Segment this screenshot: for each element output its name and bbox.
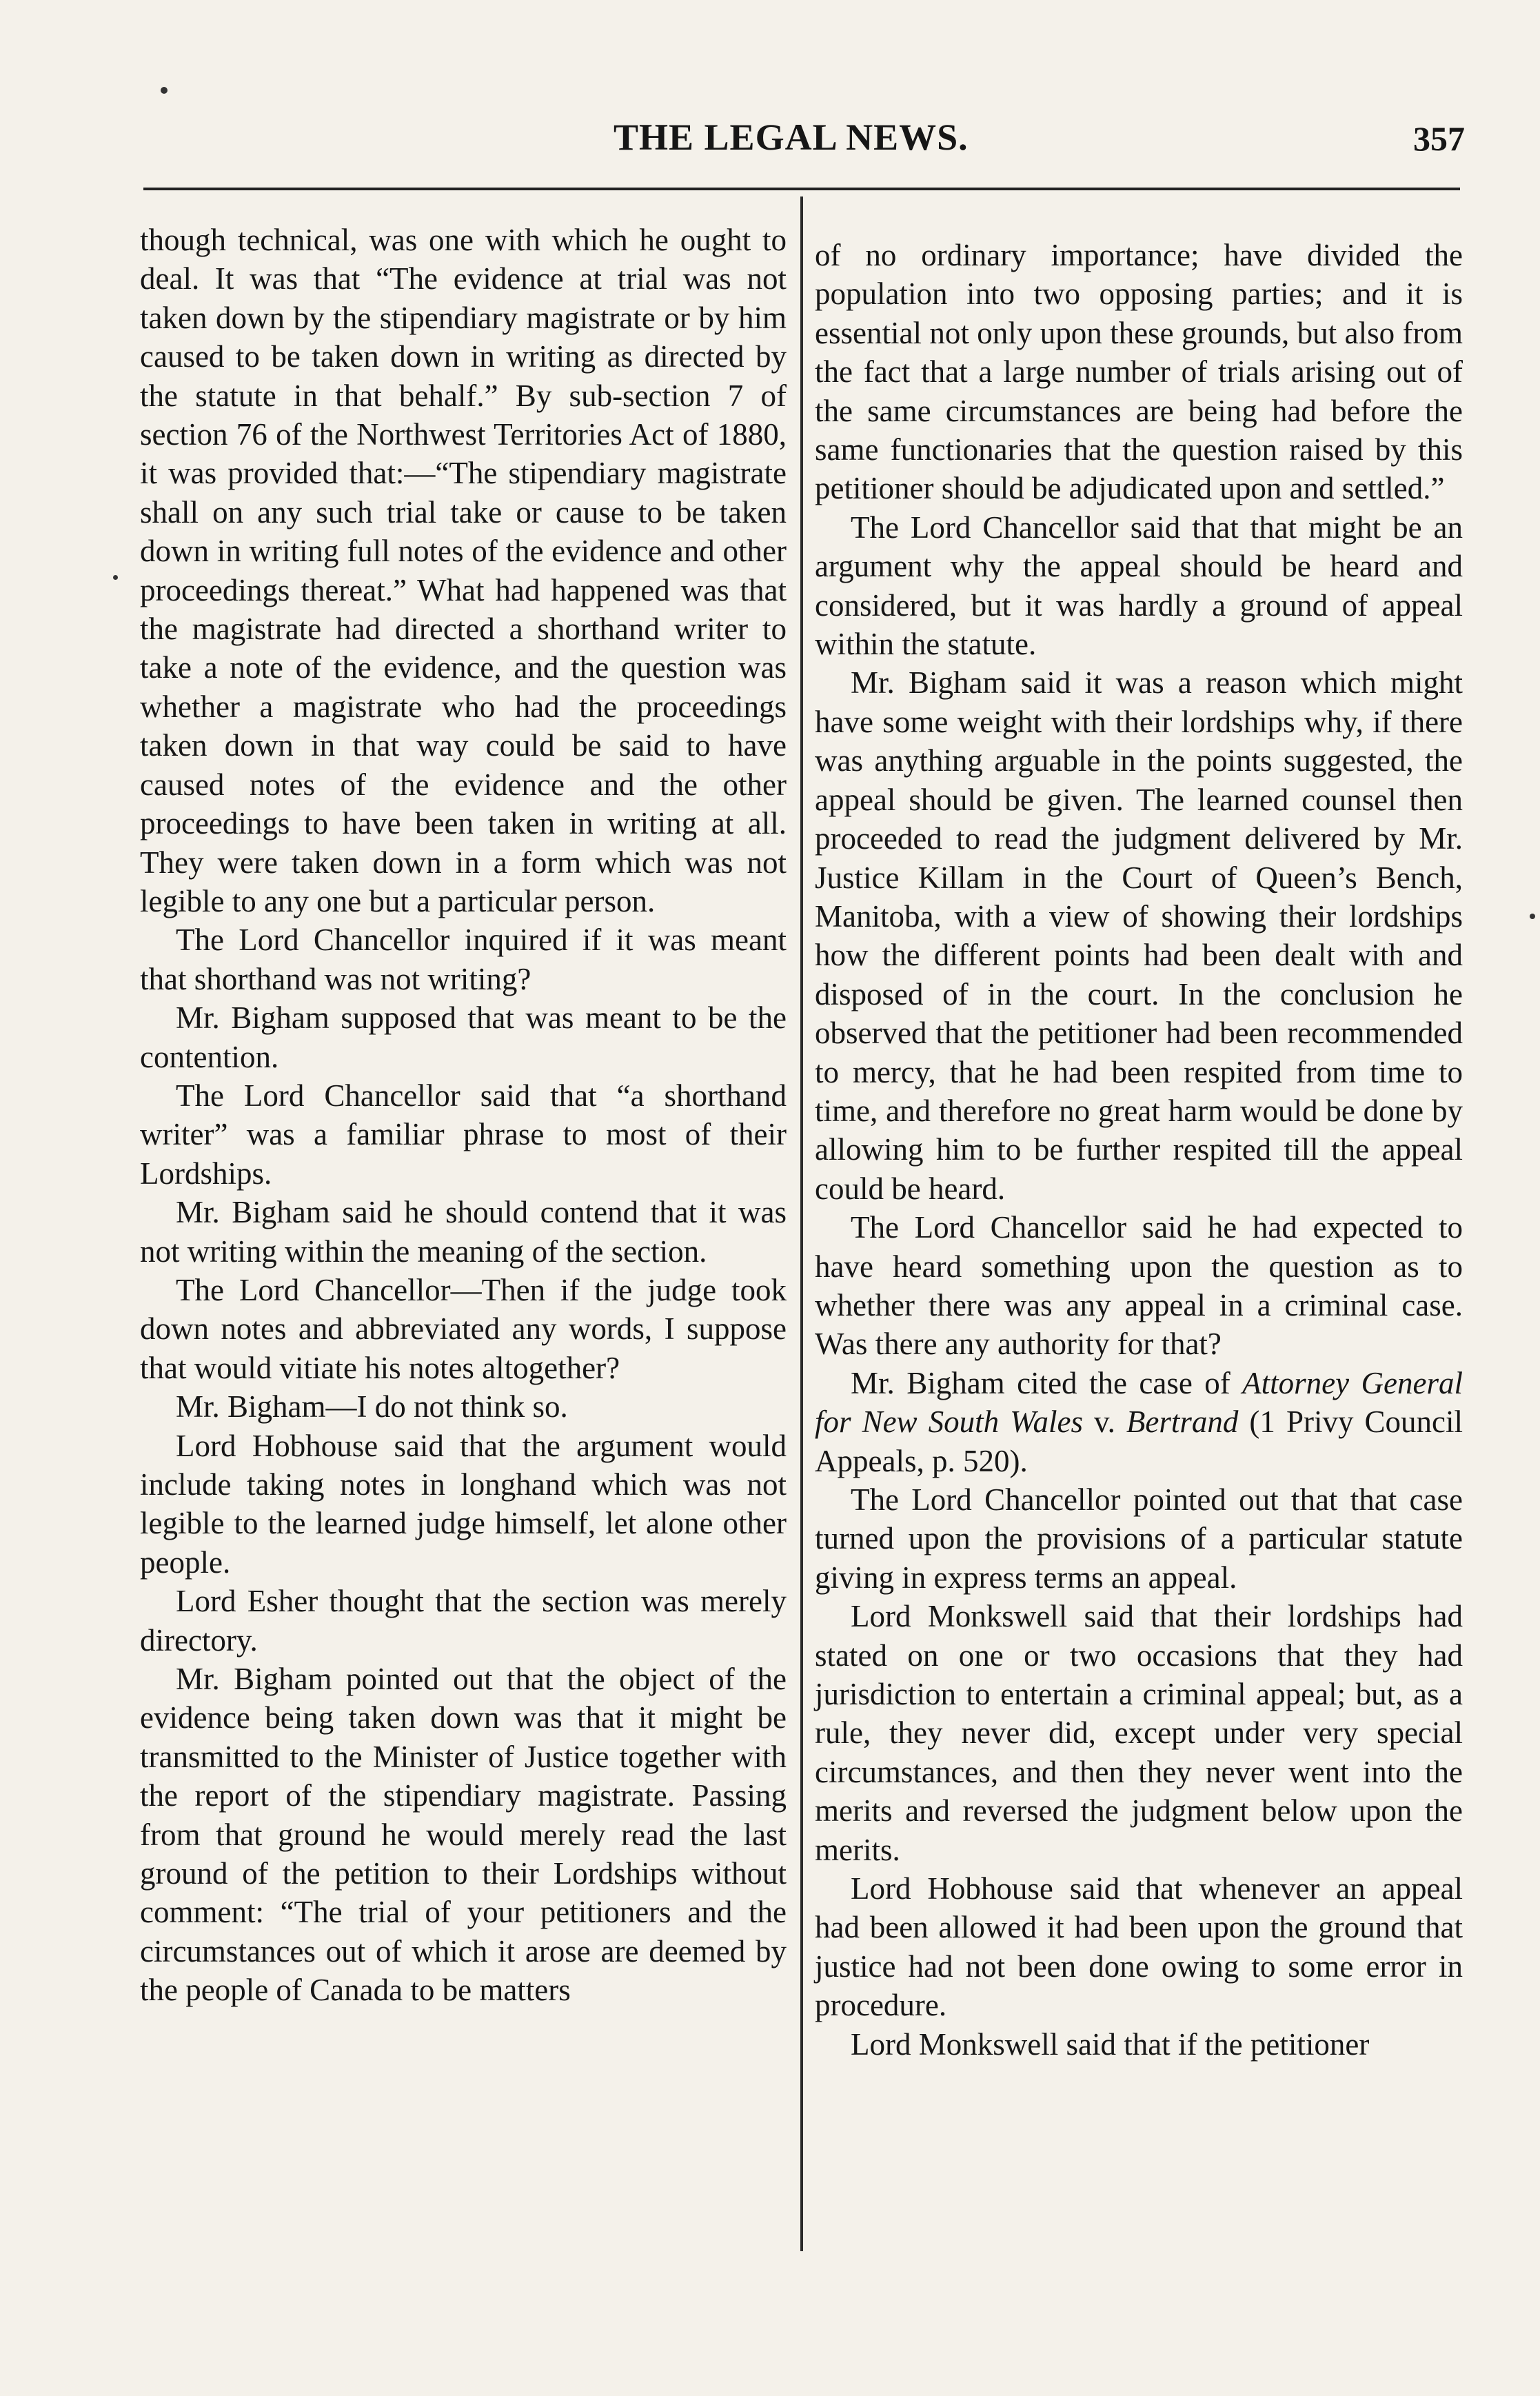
right-column: [815, 236, 1463, 2064]
column-divider: [800, 197, 803, 2251]
header-rule: [143, 188, 1460, 190]
paragraph: though technical, was one with which he ought to deal. It was that “The evidence at trial was not taken down by the stipendiary magistrate or by him caused to be taken down in writing as directed by the statute in that behalf.” By sub-section 7 of section 76 of the Northwest Territories Act of 1880, it was provided that:—“The stipendiary magistrate shall on any such trial take or cause to be taken down in writing full notes of the evidence and other proceedings thereat.” What had happened was that the magistrate had directed a shorthand writer to take a note of the evidence, and the question was whether a magistrate who had the proceedings taken down in that way could be said to have caused notes of the evidence and the other proceedings to have been taken in writing at all. They were taken down in a form which was not legible to any one but a particular person.: [140, 223, 787, 918]
paragraph: Mr. Bigham pointed out that the object of the evidence being taken down was that it might be transmitted to the Minister of Justice together with the report of the stipendiary magistrate. Passing from that ground he would merely read the last ground of the petition to their Lordships without comment: “The trial of your petitioners and the circumstances out of which it arose are deemed by the people of Canada to be matters: [140, 1662, 787, 2008]
citation-lead: Mr. Bigham cited the case of: [851, 1365, 1243, 1400]
paragraph: The Lord Chancellor pointed out that that case turned upon the provisions of a particular statute giving in express terms an appeal.: [815, 1482, 1463, 1595]
running-title: THE LEGAL NEWS.: [614, 117, 969, 158]
paragraph: of no ordinary importance; have divided the population into two opposing parties; and it is essential not only upon these grounds, but also from the fact that a large number of trials arising out of the same circumstances are being had before the same functionaries that the question raised by this petitioner should be adjudicated upon and settled.”: [815, 238, 1463, 506]
paragraph: The Lord Chancellor said he had expected to have heard something upon the question as to whether there was any appeal in a criminal case. Was there any authority for that?: [815, 1210, 1463, 1362]
page-header: [138, 116, 1465, 185]
ink-speck: [113, 575, 118, 580]
paragraph: The Lord Chancellor said that that might be an argument why the appeal should be heard and considered, but it was hardly a ground of appeal within the statute.: [815, 510, 1463, 662]
paragraph: Mr. Bigham—I do not think so.: [176, 1389, 568, 1424]
citation-reference: (1 Privy Council Appeals, p. 520).: [815, 1405, 1463, 1478]
paragraph: Mr. Bigham supposed that was meant to be the contention.: [140, 1000, 787, 1074]
paragraph-case-citation: [815, 1364, 1463, 1480]
paragraph: Mr. Bigham said he should contend that it was not writing within the meaning of the section.: [140, 1195, 787, 1269]
paragraph: Lord Hobhouse said that whenever an appeal had been allowed it had been upon the ground that justice had not been done owing to some error in procedure.: [815, 1871, 1463, 2023]
citation-versus: v.: [1082, 1405, 1126, 1440]
page-number: 357: [1413, 119, 1465, 158]
paragraph: Lord Monkswell said that if the petitioner: [851, 2026, 1370, 2062]
case-name-a: Attorney General for New South Wales: [815, 1365, 1463, 1440]
case-name-b: Bertrand: [1126, 1405, 1239, 1440]
paragraph: The Lord Chancellor said that “a shorthand writer” was a familiar phrase to most of their Lordships.: [140, 1078, 787, 1191]
left-column: [140, 221, 787, 2010]
paragraph: Lord Esher thought that the section was merely directory.: [140, 1584, 787, 1658]
paragraph: Mr. Bigham said it was a reason which might have some weight with their lordships why, if there was anything arguable in the points suggested, the appeal should be given. The learned counsel then proceeded to read the judgment delivered by Mr. Justice Killam in the Court of Queen’s Bench, Manitoba, with a view of showing their lordships how the different points had been dealt with and disposed of in the court. In the conclusion he observed that the petitioner had been recommended to mercy, that he had been respited from time to time, and therefore no great harm would be done by allowing him to be further respited till the appeal could be heard.: [815, 665, 1463, 1206]
paragraph: Lord Monkswell said that their lordships had stated on one or two occasions that they had jurisdiction to entertain a criminal appeal; but, as a rule, they never did, except under very special circumstances, and then they never went into the merits and reversed the judgment below upon the merits.: [815, 1599, 1463, 1867]
ink-speck: [1530, 914, 1535, 919]
ink-speck: [161, 87, 168, 94]
paragraph: The Lord Chancellor inquired if it was meant that shorthand was not writing?: [140, 923, 787, 996]
paragraph: The Lord Chancellor—Then if the judge took down notes and abbreviated any words, I suppose that would vitiate his notes altogether?: [140, 1272, 787, 1385]
paragraph: Lord Hobhouse said that the argument would include taking notes in longhand which was not legible to the learned judge himself, let alone other people.: [140, 1428, 787, 1580]
